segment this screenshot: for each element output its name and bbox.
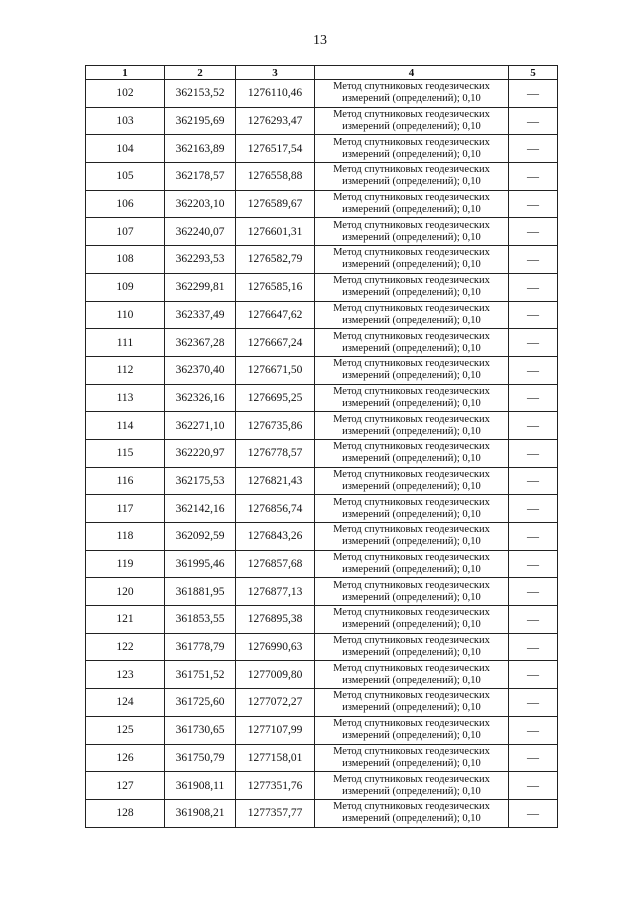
description-cell: — [509,799,558,827]
table-row [86,439,558,467]
table-row [86,606,558,634]
table-row [86,799,558,827]
x-coordinate-cell: 361750,79 [165,744,236,772]
y-coordinate-cell: 1276895,38 [236,606,315,634]
method-cell: Метод спутниковых геодезических измерений (определений); 0,10 [315,329,509,357]
table-row [86,523,558,551]
y-coordinate-cell: 1276293,47 [236,107,315,135]
x-coordinate-cell: 362299,81 [165,273,236,301]
table-row [86,633,558,661]
description-cell: — [509,523,558,551]
y-coordinate-cell: 1277072,27 [236,689,315,717]
table-row [86,163,558,191]
table-row [86,412,558,440]
table-body [86,80,558,828]
table-row [86,467,558,495]
y-coordinate-cell: 1276589,67 [236,190,315,218]
point-number-cell: 116 [86,467,165,495]
description-cell: — [509,107,558,135]
x-coordinate-cell: 361730,65 [165,716,236,744]
table-row [86,384,558,412]
description-cell: — [509,439,558,467]
method-cell: Метод спутниковых геодезических измерений (определений); 0,10 [315,80,509,108]
point-number-cell: 110 [86,301,165,329]
point-number-cell: 115 [86,439,165,467]
description-cell: — [509,273,558,301]
method-cell: Метод спутниковых геодезических измерений (определений); 0,10 [315,273,509,301]
x-coordinate-cell: 362293,53 [165,246,236,274]
method-cell: Метод спутниковых геодезических измерений (определений); 0,10 [315,633,509,661]
method-cell: Метод спутниковых геодезических измерений (определений); 0,10 [315,495,509,523]
x-coordinate-cell: 361908,21 [165,799,236,827]
method-cell: Метод спутниковых геодезических измерений (определений); 0,10 [315,799,509,827]
x-coordinate-cell: 362370,40 [165,356,236,384]
point-number-cell: 107 [86,218,165,246]
y-coordinate-cell: 1277357,77 [236,799,315,827]
point-number-cell: 111 [86,329,165,357]
table-row [86,273,558,301]
description-cell: — [509,467,558,495]
method-cell: Метод спутниковых геодезических измерений (определений); 0,10 [315,218,509,246]
table-header-row [86,66,558,80]
y-coordinate-cell: 1276667,24 [236,329,315,357]
description-cell: — [509,356,558,384]
y-coordinate-cell: 1276857,68 [236,550,315,578]
y-coordinate-cell: 1276558,88 [236,163,315,191]
description-cell: — [509,661,558,689]
table-row [86,246,558,274]
method-cell: Метод спутниковых геодезических измерений (определений); 0,10 [315,772,509,800]
x-coordinate-cell: 362142,16 [165,495,236,523]
x-coordinate-cell: 362326,16 [165,384,236,412]
x-coordinate-cell: 362175,53 [165,467,236,495]
method-cell: Метод спутниковых геодезических измерений (определений); 0,10 [315,467,509,495]
method-cell: Метод спутниковых геодезических измерений (определений); 0,10 [315,412,509,440]
y-coordinate-cell: 1277009,80 [236,661,315,689]
point-number-cell: 103 [86,107,165,135]
table-row [86,218,558,246]
point-number-cell: 128 [86,799,165,827]
coordinates-table [85,65,558,828]
x-coordinate-cell: 362271,10 [165,412,236,440]
table-row [86,107,558,135]
table-row [86,329,558,357]
method-cell: Метод спутниковых геодезических измерений (определений); 0,10 [315,744,509,772]
y-coordinate-cell: 1277107,99 [236,716,315,744]
y-coordinate-cell: 1276582,79 [236,246,315,274]
description-cell: — [509,246,558,274]
y-coordinate-cell: 1276843,26 [236,523,315,551]
point-number-cell: 122 [86,633,165,661]
table-row [86,744,558,772]
x-coordinate-cell: 362195,69 [165,107,236,135]
y-coordinate-cell: 1276601,31 [236,218,315,246]
point-number-cell: 108 [86,246,165,274]
point-number-cell: 125 [86,716,165,744]
description-cell: — [509,495,558,523]
y-coordinate-cell: 1276585,16 [236,273,315,301]
y-coordinate-cell: 1276647,62 [236,301,315,329]
x-coordinate-cell: 362178,57 [165,163,236,191]
x-coordinate-cell: 361908,11 [165,772,236,800]
method-cell: Метод спутниковых геодезических измерений (определений); 0,10 [315,578,509,606]
description-cell: — [509,772,558,800]
point-number-cell: 104 [86,135,165,163]
point-number-cell: 105 [86,163,165,191]
description-cell: — [509,744,558,772]
description-cell: — [509,218,558,246]
column-header-point-number: 1 [86,66,165,80]
method-cell: Метод спутниковых геодезических измерений (определений); 0,10 [315,246,509,274]
x-coordinate-cell: 362203,10 [165,190,236,218]
table-row [86,578,558,606]
method-cell: Метод спутниковых геодезических измерений (определений); 0,10 [315,163,509,191]
point-number-cell: 118 [86,523,165,551]
y-coordinate-cell: 1276110,46 [236,80,315,108]
method-cell: Метод спутниковых геодезических измерений (определений); 0,10 [315,190,509,218]
x-coordinate-cell: 362367,28 [165,329,236,357]
y-coordinate-cell: 1276695,25 [236,384,315,412]
method-cell: Метод спутниковых геодезических измерений (определений); 0,10 [315,301,509,329]
point-number-cell: 124 [86,689,165,717]
x-coordinate-cell: 362163,89 [165,135,236,163]
description-cell: — [509,135,558,163]
column-header-method: 4 [315,66,509,80]
x-coordinate-cell: 361725,60 [165,689,236,717]
table-row [86,550,558,578]
table-row [86,661,558,689]
table-row [86,301,558,329]
method-cell: Метод спутниковых геодезических измерений (определений); 0,10 [315,661,509,689]
method-cell: Метод спутниковых геодезических измерений (определений); 0,10 [315,523,509,551]
method-cell: Метод спутниковых геодезических измерений (определений); 0,10 [315,716,509,744]
point-number-cell: 113 [86,384,165,412]
description-cell: — [509,163,558,191]
x-coordinate-cell: 362240,07 [165,218,236,246]
description-cell: — [509,578,558,606]
method-cell: Метод спутниковых геодезических измерений (определений); 0,10 [315,606,509,634]
description-cell: — [509,689,558,717]
x-coordinate-cell: 362220,97 [165,439,236,467]
y-coordinate-cell: 1276877,13 [236,578,315,606]
x-coordinate-cell: 361778,79 [165,633,236,661]
method-cell: Метод спутниковых геодезических измерений (определений); 0,10 [315,550,509,578]
y-coordinate-cell: 1276735,86 [236,412,315,440]
point-number-cell: 126 [86,744,165,772]
table-row [86,716,558,744]
point-number-cell: 119 [86,550,165,578]
point-number-cell: 106 [86,190,165,218]
table-row [86,689,558,717]
column-header-y-coordinate: 3 [236,66,315,80]
y-coordinate-cell: 1276821,43 [236,467,315,495]
x-coordinate-cell: 362337,49 [165,301,236,329]
table-row [86,135,558,163]
description-cell: — [509,329,558,357]
table-row [86,190,558,218]
y-coordinate-cell: 1276856,74 [236,495,315,523]
point-number-cell: 109 [86,273,165,301]
x-coordinate-cell: 362153,52 [165,80,236,108]
point-number-cell: 102 [86,80,165,108]
point-number-cell: 114 [86,412,165,440]
method-cell: Метод спутниковых геодезических измерений (определений); 0,10 [315,135,509,163]
x-coordinate-cell: 361881,95 [165,578,236,606]
table-row [86,772,558,800]
method-cell: Метод спутниковых геодезических измерений (определений); 0,10 [315,384,509,412]
description-cell: — [509,384,558,412]
method-cell: Метод спутниковых геодезических измерений (определений); 0,10 [315,439,509,467]
y-coordinate-cell: 1277158,01 [236,744,315,772]
table-row [86,495,558,523]
y-coordinate-cell: 1276671,50 [236,356,315,384]
x-coordinate-cell: 361853,55 [165,606,236,634]
x-coordinate-cell: 362092,59 [165,523,236,551]
table-row [86,356,558,384]
method-cell: Метод спутниковых геодезических измерений (определений); 0,10 [315,689,509,717]
point-number-cell: 117 [86,495,165,523]
description-cell: — [509,716,558,744]
x-coordinate-cell: 361751,52 [165,661,236,689]
point-number-cell: 120 [86,578,165,606]
method-cell: Метод спутниковых геодезических измерений (определений); 0,10 [315,356,509,384]
method-cell: Метод спутниковых геодезических измерений (определений); 0,10 [315,107,509,135]
point-number-cell: 112 [86,356,165,384]
page-number: 13 [313,33,327,48]
column-header-description: 5 [509,66,558,80]
table-row [86,80,558,108]
description-cell: — [509,301,558,329]
y-coordinate-cell: 1276778,57 [236,439,315,467]
description-cell: — [509,190,558,218]
description-cell: — [509,550,558,578]
description-cell: — [509,80,558,108]
x-coordinate-cell: 361995,46 [165,550,236,578]
y-coordinate-cell: 1277351,76 [236,772,315,800]
y-coordinate-cell: 1276517,54 [236,135,315,163]
description-cell: — [509,412,558,440]
point-number-cell: 127 [86,772,165,800]
point-number-cell: 123 [86,661,165,689]
y-coordinate-cell: 1276990,63 [236,633,315,661]
point-number-cell: 121 [86,606,165,634]
description-cell: — [509,606,558,634]
description-cell: — [509,633,558,661]
column-header-x-coordinate: 2 [165,66,236,80]
